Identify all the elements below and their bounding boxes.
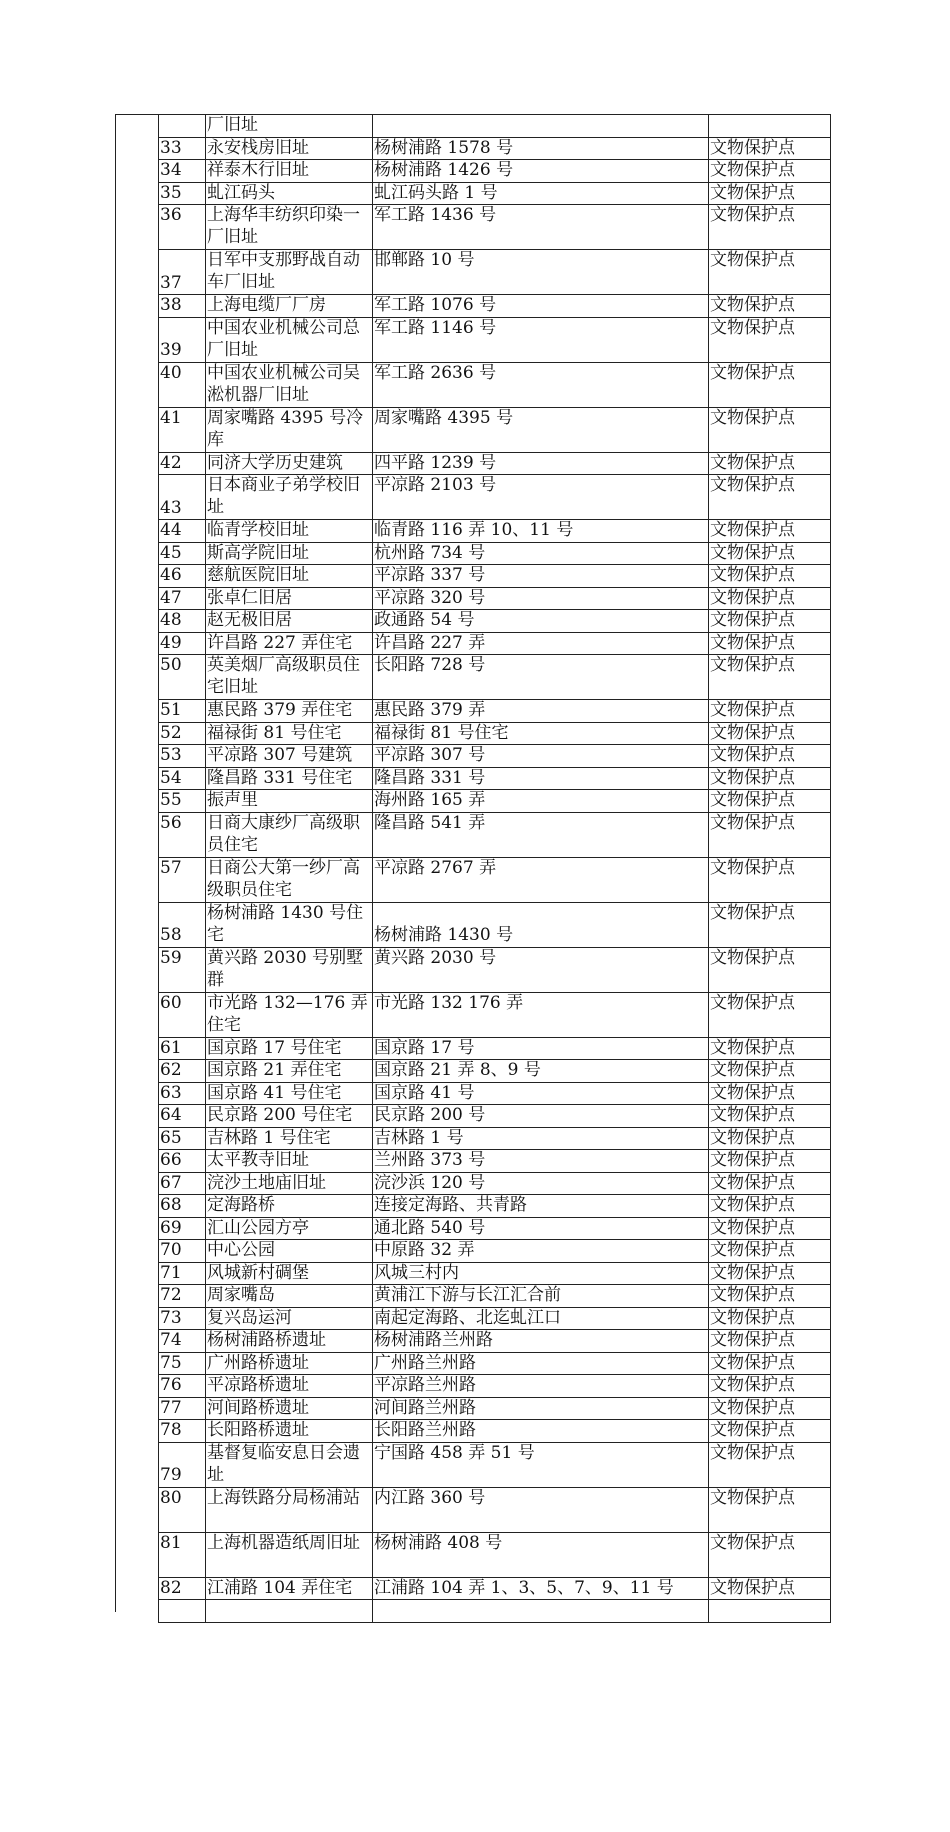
address-cell: 长阳路兰州路 [374, 1420, 476, 1440]
site-name-cell: 许昌路 227 弄住宅 [207, 632, 353, 653]
site-name-cell: 国京路 21 弄住宅 [207, 1060, 342, 1080]
row-number-cell: 62 [160, 1060, 182, 1080]
protection-level-cell: 文物保护点 [710, 745, 795, 765]
address-cell: 黄兴路 2030 号 [374, 947, 497, 968]
row-number-cell: 47 [160, 587, 182, 608]
address-cell: 中原路 32 弄 [374, 1240, 475, 1260]
protection-level-cell: 文物保护点 [710, 1082, 795, 1103]
site-name-cell: 中国农业机械公司吴淞机器厂旧址 [207, 362, 360, 405]
site-name-cell: 广州路桥遗址 [207, 1352, 309, 1373]
protection-level-cell: 文物保护点 [710, 137, 795, 158]
row-number-cell: 36 [160, 205, 182, 225]
site-name-cell: 日本商业子弟学校旧址 [207, 475, 360, 517]
row-number-cell: 57 [160, 857, 182, 878]
row-number-cell: 40 [160, 362, 182, 383]
row-number-cell: 79 [160, 1465, 182, 1485]
address-cell: 国京路 41 号 [374, 1082, 475, 1103]
protection-level-cell: 文物保护点 [710, 632, 795, 653]
row-number-cell: 50 [160, 655, 182, 675]
address-cell: 杨树浦路 1578 号 [374, 137, 514, 158]
site-name-cell: 日商公大第一纱厂高级职员住宅 [207, 857, 360, 900]
address-cell: 内江路 360 号 [374, 1487, 486, 1508]
site-name-cell: 中心公园 [207, 1240, 275, 1260]
address-cell: 军工路 1146 号 [374, 317, 497, 338]
row-number-cell: 37 [160, 272, 182, 293]
protection-level-cell: 文物保护点 [710, 1532, 795, 1553]
site-name-cell: 赵无极旧居 [207, 610, 292, 630]
column-divider [205, 114, 206, 1622]
row-number-cell: 52 [160, 722, 182, 743]
row-number-cell: 59 [160, 947, 182, 968]
site-name-cell: 隆昌路 331 号住宅 [207, 767, 353, 788]
site-name-cell: 平凉路 307 号建筑 [207, 745, 353, 765]
address-cell: 江浦路 104 弄 1、3、5、7、9、11 号 [374, 1577, 674, 1598]
protection-level-cell: 文物保护点 [710, 587, 795, 608]
site-name-cell: 太平教寺旧址 [207, 1150, 309, 1170]
site-name-cell: 英美烟厂高级职员住宅旧址 [207, 655, 360, 697]
protection-level-cell: 文物保护点 [710, 1397, 795, 1418]
address-cell: 民京路 200 号 [374, 1105, 486, 1125]
protection-level-cell: 文物保护点 [710, 250, 795, 270]
row-number-cell: 41 [160, 407, 182, 428]
address-cell: 军工路 2636 号 [374, 362, 497, 383]
outer-top-border [115, 114, 158, 115]
address-cell: 杨树浦路兰州路 [374, 1330, 493, 1350]
protection-level-cell: 文物保护点 [710, 182, 795, 203]
row-number-cell: 74 [160, 1330, 182, 1350]
protection-level-cell: 文物保护点 [710, 317, 795, 338]
site-name-cell: 祥泰木行旧址 [207, 160, 309, 180]
row-number-cell: 69 [160, 1217, 182, 1238]
row-number-cell: 82 [160, 1577, 182, 1598]
site-name-cell: 上海铁路分局杨浦站 [207, 1487, 360, 1508]
site-name-cell: 周家嘴岛 [207, 1285, 275, 1305]
protection-level-cell: 文物保护点 [710, 902, 795, 923]
address-cell: 隆昌路 541 弄 [374, 812, 486, 833]
site-name-cell: 复兴岛运河 [207, 1307, 292, 1328]
address-cell: 河间路兰州路 [374, 1397, 476, 1418]
site-name-cell: 基督复临安息日会遗址 [207, 1442, 360, 1485]
row-number-cell: 72 [160, 1285, 182, 1305]
site-name-cell: 民京路 200 号住宅 [207, 1105, 353, 1125]
protection-level-cell: 文物保护点 [710, 1420, 795, 1440]
row-number-cell: 44 [160, 520, 182, 540]
row-number-cell: 63 [160, 1082, 182, 1103]
protection-level-cell: 文物保护点 [710, 722, 795, 743]
address-cell: 平凉路 320 号 [374, 587, 486, 608]
row-number-cell: 33 [160, 137, 182, 158]
address-cell: 平凉路 2767 弄 [374, 857, 497, 878]
protection-level-cell: 文物保护点 [710, 1442, 795, 1463]
address-cell: 国京路 17 号 [374, 1037, 475, 1058]
row-number-cell: 71 [160, 1262, 182, 1283]
protection-level-cell: 文物保护点 [710, 812, 795, 833]
site-name-cell: 日商大康纱厂高级职员住宅 [207, 812, 360, 855]
address-cell: 市光路 132 176 弄 [374, 992, 524, 1013]
row-number-cell: 80 [160, 1487, 182, 1508]
protection-level-cell: 文物保护点 [710, 1577, 795, 1598]
outer-left-border [115, 114, 116, 1612]
protection-level-cell: 文物保护点 [710, 565, 795, 585]
row-number-cell: 34 [160, 160, 182, 180]
address-cell: 隆昌路 331 号 [374, 767, 486, 788]
address-cell: 广州路兰州路 [374, 1352, 476, 1373]
protection-level-cell: 文物保护点 [710, 1217, 795, 1238]
site-name-cell: 吉林路 1 号住宅 [207, 1127, 331, 1148]
address-cell: 吉林路 1 号 [374, 1127, 464, 1148]
row-number-cell: 35 [160, 182, 182, 203]
site-name-cell: 虬江码头 [207, 182, 275, 203]
address-cell: 浣沙浜 120 号 [374, 1172, 486, 1193]
site-name-cell: 黄兴路 2030 号别墅群 [207, 947, 364, 990]
protection-level-cell: 文物保护点 [710, 610, 795, 630]
site-name-cell: 斯高学院旧址 [207, 542, 309, 563]
site-name-cell: 慈航医院旧址 [207, 565, 309, 585]
protection-level-cell: 文物保护点 [710, 992, 795, 1013]
address-cell: 平凉路 337 号 [374, 565, 486, 585]
address-cell: 宁国路 458 弄 51 号 [374, 1442, 535, 1463]
protection-level-cell: 文物保护点 [710, 452, 795, 473]
address-cell: 杨树浦路 1430 号 [374, 925, 514, 945]
row-number-cell: 54 [160, 767, 182, 788]
address-cell: 海州路 165 弄 [374, 790, 486, 810]
row-number-cell: 46 [160, 565, 182, 585]
table-bottom-border [158, 1622, 830, 1623]
address-cell: 临青路 116 弄 10、11 号 [374, 520, 574, 540]
protection-level-cell: 文物保护点 [710, 520, 795, 540]
protection-level-cell: 文物保护点 [710, 655, 795, 675]
address-cell: 军工路 1076 号 [374, 295, 497, 315]
row-number-cell: 61 [160, 1037, 182, 1058]
site-name-cell: 风城新村碉堡 [207, 1262, 309, 1283]
address-cell: 军工路 1436 号 [374, 205, 497, 225]
protection-level-cell: 文物保护点 [710, 362, 795, 383]
continuation-name-cell: 厂旧址 [207, 115, 258, 135]
protection-level-cell: 文物保护点 [710, 1330, 795, 1350]
row-divider [158, 1599, 830, 1600]
site-name-cell: 河间路桥遗址 [207, 1397, 309, 1418]
address-cell: 平凉路兰州路 [374, 1375, 476, 1395]
address-cell: 平凉路 307 号 [374, 745, 486, 765]
protection-level-cell: 文物保护点 [710, 1037, 795, 1058]
protection-level-cell: 文物保护点 [710, 1240, 795, 1260]
site-name-cell: 市光路 132—176 弄住宅 [207, 992, 368, 1035]
address-cell: 政通路 54 号 [374, 610, 475, 630]
address-cell: 福禄街 81 号住宅 [374, 722, 509, 743]
row-number-cell: 68 [160, 1195, 182, 1215]
protection-level-cell: 文物保护点 [710, 1487, 795, 1508]
protection-level-cell: 文物保护点 [710, 475, 795, 495]
row-number-cell: 81 [160, 1532, 182, 1553]
row-number-cell: 55 [160, 790, 182, 810]
site-name-cell: 日军中支那野战自动车厂旧址 [207, 250, 360, 292]
site-name-cell: 福禄街 81 号住宅 [207, 722, 342, 743]
protection-level-cell: 文物保护点 [710, 1150, 795, 1170]
row-number-cell: 51 [160, 700, 182, 720]
site-name-cell: 周家嘴路 4395 号冷库 [207, 407, 364, 450]
row-number-cell: 53 [160, 745, 182, 765]
row-number-cell: 39 [160, 340, 182, 360]
protection-level-cell: 文物保护点 [710, 790, 795, 810]
protection-level-cell: 文物保护点 [710, 1172, 795, 1193]
protection-level-cell: 文物保护点 [710, 1285, 795, 1305]
column-divider [372, 114, 373, 1622]
protection-level-cell: 文物保护点 [710, 160, 795, 180]
protection-level-cell: 文物保护点 [710, 205, 795, 225]
protection-level-cell: 文物保护点 [710, 295, 795, 315]
row-number-cell: 73 [160, 1307, 182, 1328]
site-name-cell: 张卓仁旧居 [207, 587, 292, 608]
site-name-cell: 定海路桥 [207, 1195, 275, 1215]
row-number-cell: 64 [160, 1105, 182, 1125]
column-divider [158, 114, 159, 1622]
row-number-cell: 65 [160, 1127, 182, 1148]
protection-level-cell: 文物保护点 [710, 407, 795, 428]
row-number-cell: 43 [160, 497, 182, 518]
site-name-cell: 平凉路桥遗址 [207, 1375, 309, 1395]
protection-level-cell: 文物保护点 [710, 767, 795, 788]
protection-level-cell: 文物保护点 [710, 1375, 795, 1395]
row-number-cell: 78 [160, 1420, 182, 1440]
address-cell: 虬江码头路 1 号 [374, 182, 498, 203]
site-name-cell: 中国农业机械公司总厂旧址 [207, 317, 360, 360]
site-name-cell: 国京路 41 号住宅 [207, 1082, 342, 1103]
address-cell: 通北路 540 号 [374, 1217, 486, 1238]
protection-level-cell: 文物保护点 [710, 1195, 795, 1215]
row-number-cell: 77 [160, 1397, 182, 1418]
row-number-cell: 76 [160, 1375, 182, 1395]
address-cell: 黄浦江下游与长江汇合前 [374, 1285, 561, 1305]
site-name-cell: 江浦路 104 弄住宅 [207, 1577, 353, 1598]
row-number-cell: 45 [160, 542, 182, 563]
address-cell: 许昌路 227 弄 [374, 632, 486, 653]
address-cell: 平凉路 2103 号 [374, 475, 497, 495]
row-number-cell: 75 [160, 1352, 182, 1373]
site-name-cell: 上海机器造纸周旧址 [207, 1532, 360, 1553]
address-cell: 杨树浦路 1426 号 [374, 160, 514, 180]
protection-level-cell: 文物保护点 [710, 857, 795, 878]
site-name-cell: 杨树浦路 1430 号住宅 [207, 902, 364, 945]
protection-level-cell: 文物保护点 [710, 542, 795, 563]
site-name-cell: 上海华丰纺织印染一厂旧址 [207, 205, 360, 247]
row-number-cell: 49 [160, 632, 182, 653]
address-cell: 长阳路 728 号 [374, 655, 486, 675]
address-cell: 周家嘴路 4395 号 [374, 407, 514, 428]
row-number-cell: 56 [160, 812, 182, 833]
column-divider [708, 114, 709, 1622]
site-name-cell: 国京路 17 号住宅 [207, 1037, 342, 1058]
address-cell: 南起定海路、北迄虬江口 [374, 1307, 561, 1328]
site-name-cell: 惠民路 379 弄住宅 [207, 700, 353, 720]
row-number-cell: 70 [160, 1240, 182, 1260]
address-cell: 杭州路 734 号 [374, 542, 486, 563]
row-number-cell: 48 [160, 610, 182, 630]
protection-level-cell: 文物保护点 [710, 700, 795, 720]
protection-level-cell: 文物保护点 [710, 947, 795, 968]
address-cell: 四平路 1239 号 [374, 452, 497, 473]
row-number-cell: 66 [160, 1150, 182, 1170]
site-name-cell: 振声里 [207, 790, 258, 810]
protection-level-cell: 文物保护点 [710, 1262, 795, 1283]
site-name-cell: 上海电缆厂厂房 [207, 295, 326, 315]
address-cell: 惠民路 379 弄 [374, 700, 486, 720]
address-cell: 风城三村内 [374, 1262, 459, 1283]
site-name-cell: 杨树浦路桥遗址 [207, 1330, 326, 1350]
protection-level-cell: 文物保护点 [710, 1127, 795, 1148]
site-name-cell: 浣沙土地庙旧址 [207, 1172, 326, 1193]
row-number-cell: 60 [160, 992, 182, 1013]
site-name-cell: 临青学校旧址 [207, 520, 309, 540]
protection-level-cell: 文物保护点 [710, 1105, 795, 1125]
site-name-cell: 同济大学历史建筑 [207, 452, 343, 473]
address-cell: 国京路 21 弄 8、9 号 [374, 1060, 541, 1080]
site-name-cell: 长阳路桥遗址 [207, 1420, 309, 1440]
row-number-cell: 58 [160, 925, 182, 945]
row-number-cell: 67 [160, 1172, 182, 1193]
table-right-border [830, 114, 831, 1623]
row-number-cell: 42 [160, 452, 182, 473]
site-name-cell: 永安栈房旧址 [207, 137, 309, 158]
row-number-cell: 38 [160, 295, 182, 315]
protection-level-cell: 文物保护点 [710, 1307, 795, 1328]
address-cell: 连接定海路、共青路 [374, 1195, 527, 1215]
address-cell: 杨树浦路 408 号 [374, 1532, 503, 1553]
site-name-cell: 汇山公园方亭 [207, 1217, 309, 1238]
address-cell: 邯郸路 10 号 [374, 250, 475, 270]
protection-level-cell: 文物保护点 [710, 1060, 795, 1080]
protection-level-cell: 文物保护点 [710, 1352, 795, 1373]
address-cell: 兰州路 373 号 [374, 1150, 486, 1170]
